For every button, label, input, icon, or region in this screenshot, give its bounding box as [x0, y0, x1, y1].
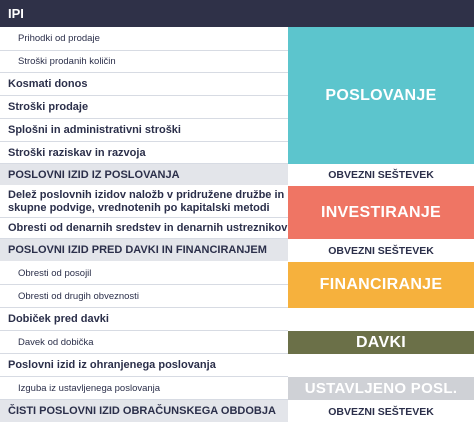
- row-poslovni-izid-iz-ohranjenega: Poslovni izid iz ohranjenega poslovanja: [0, 354, 288, 377]
- row-obresti-od-denarnih-sredstev: Obresti od denarnih sredstev in denarnih ustreznikov: [0, 218, 288, 239]
- row-poslovni-izid-pred-davki: POSLOVNI IZID PRED DAVKI IN FINANCIRANJEM: [0, 239, 288, 262]
- row-stroski-prodanih-kolicin: Stroški prodanih količin: [0, 51, 288, 73]
- header-row: [0, 0, 288, 27]
- blank-ohranjeno-cell: [288, 354, 474, 377]
- row-kosmati-donos: Kosmati donos: [0, 73, 288, 96]
- category-poslovanje: POSLOVANJE: [288, 27, 474, 164]
- header-title: IPI: [8, 6, 24, 21]
- category-davki: DAVKI: [288, 331, 474, 354]
- row-poslovni-izid-iz-poslovanja: POSLOVNI IZID IZ POSLOVANJA: [0, 164, 288, 186]
- row-stroski-prodaje: Stroški prodaje: [0, 96, 288, 119]
- row-delez-poslovnih-izidov: Delež poslovnih izidov naložb v pridružene družbe in skupne podvige, vrednotenih po kapitalski metodi: [0, 186, 288, 218]
- category-investiranje: INVESTIRANJE: [288, 186, 474, 239]
- total-label-1: OBVEZNI SEŠTEVEK: [288, 164, 474, 186]
- blank-dobicek-cell: [288, 308, 474, 331]
- row-cisti-poslovni-izid: ČISTI POSLOVNI IZID OBRAČUNSKEGA OBDOBJA: [0, 400, 288, 423]
- total-label-2: OBVEZNI SEŠTEVEK: [288, 239, 474, 262]
- row-obresti-od-drugih-obveznosti: Obresti od drugih obveznosti: [0, 285, 288, 308]
- row-obresti-od-posojil: Obresti od posojil: [0, 262, 288, 285]
- total-label-3: OBVEZNI SEŠTEVEK: [288, 400, 474, 423]
- row-prihodki-od-prodaje: Prihodki od prodaje: [0, 27, 288, 51]
- header-row-fill: [288, 0, 474, 27]
- category-ustavljeno: USTAVLJENO POSL.: [288, 377, 474, 400]
- row-izguba-iz-ustavljenega: Izguba iz ustavljenega poslovanja: [0, 377, 288, 400]
- row-davek-od-dobicka: Davek od dobička: [0, 331, 288, 354]
- row-splosni-stroski: Splošni in administrativni stroški: [0, 119, 288, 142]
- row-dobicek-pred-davki: Dobiček pred davki: [0, 308, 288, 331]
- row-stroski-raziskav: Stroški raziskav in razvoja: [0, 142, 288, 164]
- category-financiranje: FINANCIRANJE: [288, 262, 474, 308]
